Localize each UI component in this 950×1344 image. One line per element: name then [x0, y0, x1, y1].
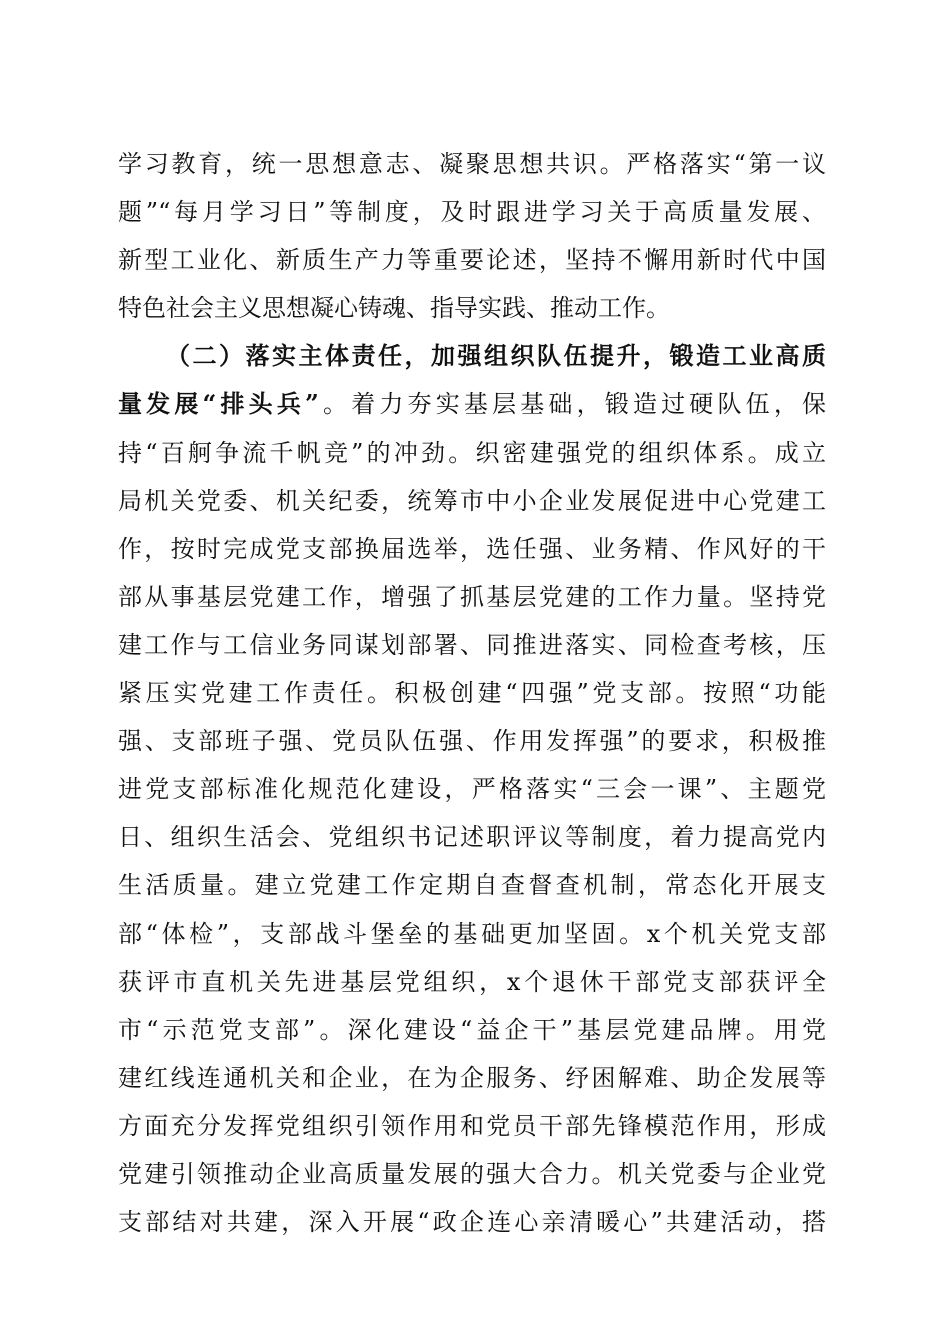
text-line: 生活质量。建立党建工作定期自查督查机制，常态化开展支 — [118, 871, 826, 900]
text-line: 紧压实党建工作责任。积极创建“四强”党支部。按照“功能 — [118, 679, 826, 708]
text-line: 作，按时完成党支部换届选举，选任强、业务精、作风好的干 — [118, 534, 826, 563]
text-line-with-heading — [118, 380, 826, 428]
text-line: 学习教育，统一思想意志、凝聚思想共识。严格落实“第一议 — [118, 150, 826, 178]
text-line: 获评市直机关先进基层党组织，x个退休干部党支部获评全 — [118, 967, 826, 996]
text-line: 特色社会主义思想凝心铸魂、指导实践、推动工作。 — [118, 294, 670, 323]
document-body — [118, 140, 826, 1246]
text-line: 局机关党委、机关纪委，统筹市中小企业发展促进中心党建工 — [118, 486, 826, 515]
section-heading-line: （二）落实主体责任，加强组织队伍提升，锻造工业高质 — [166, 341, 826, 371]
text-line: 建工作与工信业务同谋划部署、同推进落实、同检查考核，压 — [118, 630, 826, 659]
text-line: 支部结对共建，深入开展“政企连心亲清暖心”共建活动，搭 — [118, 1208, 826, 1237]
text-line: 方面充分发挥党组织引领作用和党员干部先锋模范作用，形成 — [118, 1111, 826, 1140]
text-line: 建红线连通机关和企业，在为企服务、纾困解难、助企发展等 — [118, 1063, 826, 1092]
text-line: 进党支部标准化规范化建设，严格落实“三会一课”、主题党 — [118, 775, 826, 804]
text-line: 日、组织生活会、党组织书记述职评议等制度，着力提高党内 — [118, 823, 826, 852]
text-line: 持“百舸争流千帆竞”的冲劲。织密建强党的组织体系。成立 — [118, 438, 826, 467]
text-line: 市“示范党支部”。深化建设“益企干”基层党建品牌。用党 — [118, 1015, 826, 1044]
section-heading-end: 量发展“排头兵” — [118, 389, 319, 419]
text-line: 题”“每月学习日”等制度，及时跟进学习关于高质量发展、 — [118, 198, 826, 227]
text-line: 部“体检”，支部战斗堡垒的基础更加坚固。x个机关党支部 — [118, 919, 826, 948]
paragraph-main-responsibility — [118, 332, 826, 1246]
text-line: 强、支部班子强、党员队伍强、作用发挥强”的要求，积极推 — [118, 727, 826, 756]
text-line: 部从事基层党建工作，增强了抓基层党建的工作力量。坚持党 — [118, 582, 826, 611]
text-segment: 。着力夯实基层基础，锻造过硬队伍，保 — [318, 390, 826, 419]
paragraph-study-education — [118, 140, 826, 332]
text-line: 党建引领推动企业高质量发展的强大合力。机关党委与企业党 — [118, 1159, 826, 1188]
text-line: 新型工业化、新质生产力等重要论述，坚持不懈用新时代中国 — [118, 246, 826, 275]
